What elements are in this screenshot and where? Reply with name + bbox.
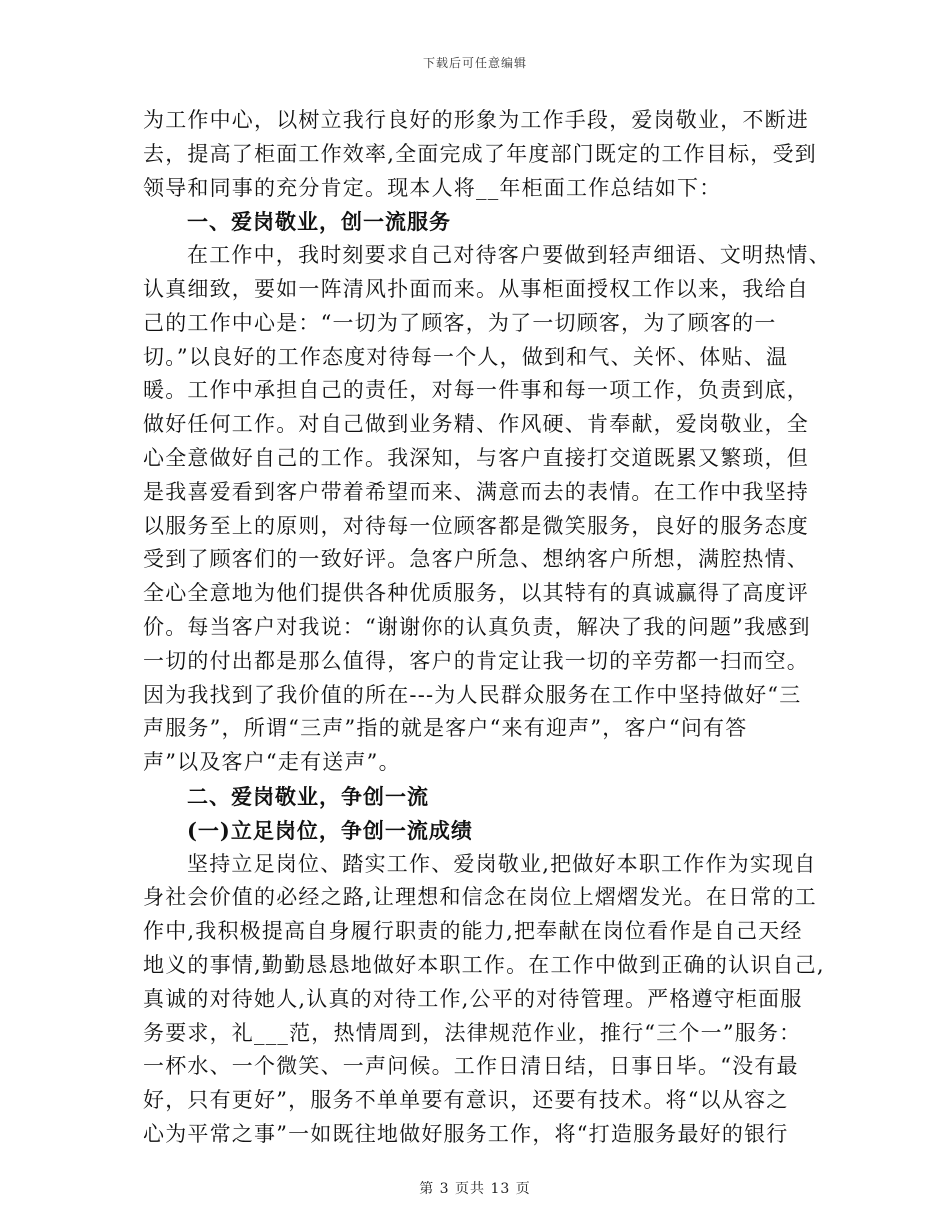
text-line: 己的工作中心是：“一切为了顾客，为了一切顾客，为了顾客的一 [143, 310, 777, 335]
text-line: 坚持立足岗位、踏实工作、爱岗敬业,把做好本职工作作为实现自 [187, 851, 817, 876]
text-line: 领导和同事的充分肯定。现本人将__年柜面工作总结如下： [143, 175, 722, 200]
text-line: 地义的事情,勤勤恳恳地做好本职工作。在工作中做到正确的认识自己, [143, 952, 825, 977]
text-line: 去，提高了柜面工作效率,全面完成了年度部门既定的工作目标，受到 [143, 141, 817, 166]
section-heading: 二、爱岗敬业，争创一流 [187, 783, 429, 809]
text-line: 价。每当客户对我说：“谢谢你的认真负责，解决了我的问题”我感到 [143, 614, 811, 639]
text-line: 心为平常之事”一如既往地做好服务工作，将“打造服务最好的银行 [143, 1121, 789, 1146]
text-line: 好，只有更好”，服务不单单要有意识，还要有技术。将“以从容之 [143, 1088, 789, 1113]
text-line: 心全意做好自己的工作。我深知，与客户直接打交道既累又繁琐，但 [143, 445, 809, 470]
subsection-heading: (一)立足岗位，争创一流成绩 [187, 817, 473, 843]
text-line: 身社会价值的必经之路,让理想和信念在岗位上熠熠发光。在日常的工 [143, 885, 817, 910]
section-heading: 一、爱岗敬业，创一流服务 [187, 209, 451, 235]
text-line: 因为我找到了我价值的所在---为人民群众服务在工作中坚持做好“三 [143, 682, 802, 707]
text-line: 一切的付出都是那么值得，客户的肯定让我一切的辛劳都一扫而空。 [143, 648, 809, 673]
document-body [143, 104, 831, 1152]
page-footer: 第 3 页共 13 页 [419, 1181, 531, 1197]
text-line: 务要求，礼___范，热情周到，法律规范作业，推行“三个一”服务： [143, 1020, 802, 1045]
page-header: 下载后可任意编辑 [422, 56, 527, 70]
text-line: 全心全意地为他们提供各种优质服务，以其特有的真诚赢得了高度评 [143, 581, 809, 606]
text-line: 声服务”，所谓“三声”指的就是客户“来有迎声”，客户“问有答 [143, 716, 748, 741]
text-line: 一杯水、一个微笑、一声问候。工作日清日结，日事日毕。“没有最 [143, 1054, 799, 1079]
text-line: 受到了顾客们的一致好评。急客户所急、想纳客户所想，满腔热情、 [143, 547, 809, 572]
text-line: 以服务至上的原则，对待每一位顾客都是微笑服务，良好的服务态度 [143, 513, 809, 538]
text-line: 为工作中心，以树立我行良好的形象为工作手段，爱岗敬业，不断进 [143, 108, 809, 132]
text-line: 认真细致，要如一阵清风扑面而来。从事柜面授权工作以来，我给自 [143, 276, 809, 301]
text-line: 暖。工作中承担自己的责任，对每一件事和每一项工作，负责到底， [143, 378, 809, 403]
text-line: 声”以及客户“走有送声”。 [143, 750, 401, 775]
text-line: 作中,我积极提高自身履行职责的能力,把奉献在岗位看作是自己天经 [143, 919, 803, 944]
text-line: 在工作中，我时刻要求自己对待客户要做到轻声细语、文明热情、 [187, 243, 831, 268]
text-line: 是我喜爱看到客户带着希望而来、满意而去的表情。在工作中我坚持 [143, 479, 809, 504]
text-line: 切。”以良好的工作态度对待每一个人，做到和气、关怀、体贴、温 [143, 344, 789, 369]
text-line: 做好任何工作。对自己做到业务精、作风硬、肯奉献，爱岗敬业，全 [143, 412, 809, 437]
text-line: 真诚的对待她人,认真的对待工作,公平的对待管理。严格遵守柜面服 [143, 986, 803, 1011]
